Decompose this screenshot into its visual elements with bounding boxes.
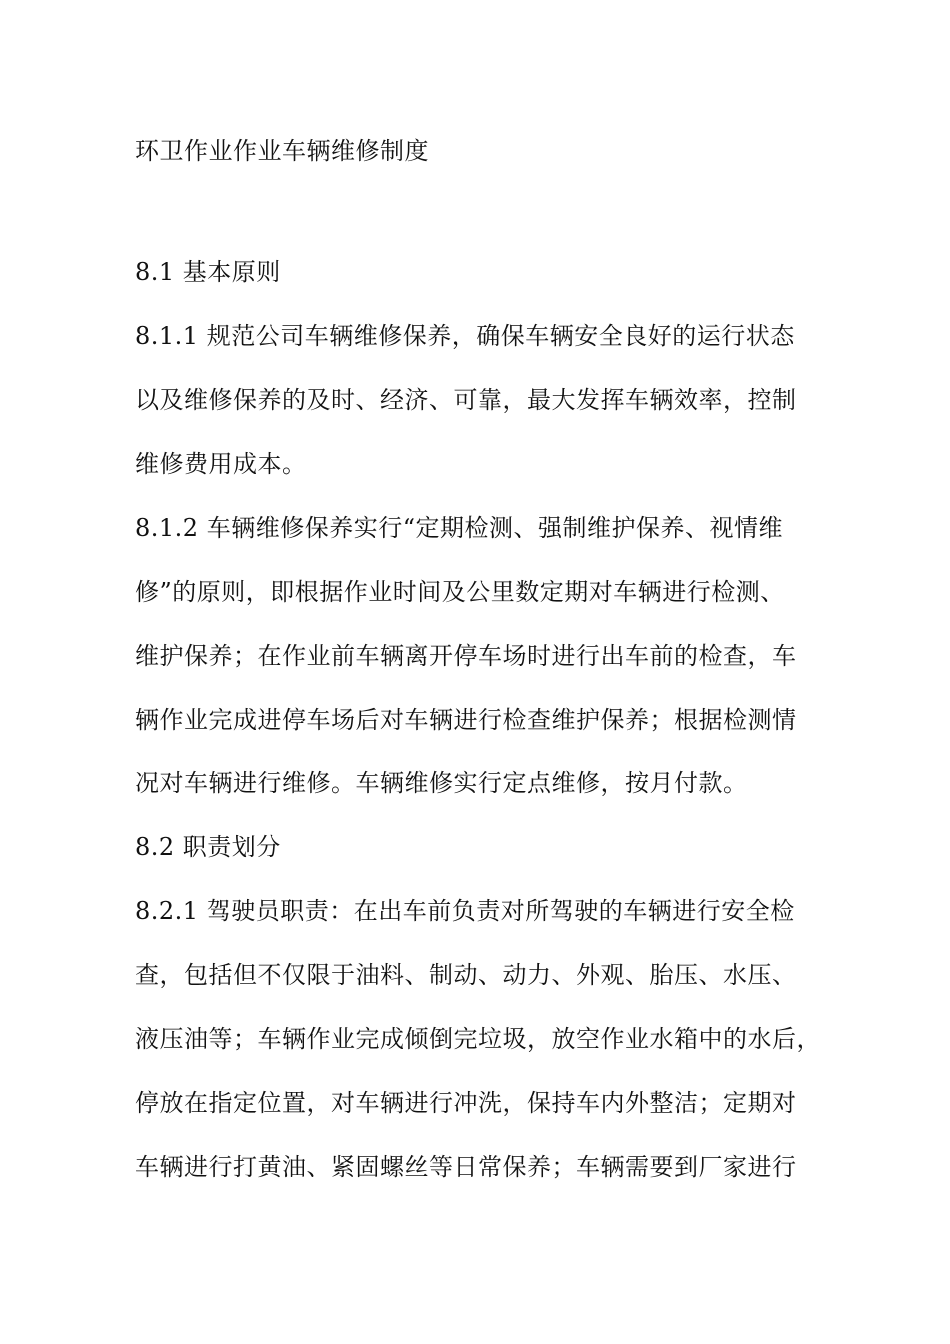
paragraph-line: 8.1.2 车辆维修保养实行“定期检测、强制维护保养、视情维	[135, 514, 783, 542]
paragraph-line: 8.2.1 驾驶员职责：在出车前负责对所驾驶的车辆进行安全检	[135, 897, 795, 925]
paragraph-line: 8.1.1 规范公司车辆维修保养，确保车辆安全良好的运行状态	[135, 322, 795, 350]
paragraph-line: 液压油等；车辆作业完成倾倒完垃圾，放空作业水箱中的水后，	[135, 1025, 821, 1053]
paragraph-line: 查，包括但不仅限于油料、制动、动力、外观、胎压、水压、	[135, 961, 797, 989]
section-heading-8-2: 8.2 职责划分	[135, 833, 281, 861]
paragraph-line: 车辆进行打黄油、紧固螺丝等日常保养；车辆需要到厂家进行	[135, 1153, 797, 1181]
paragraph-line: 维护保养；在作业前车辆离开停车场时进行出车前的检查，车	[135, 642, 797, 670]
section-heading-8-1: 8.1 基本原则	[135, 258, 281, 286]
paragraph-line: 修”的原则，即根据作业时间及公里数定期对车辆进行检测、	[135, 578, 785, 606]
paragraph-line: 况对车辆进行维修。车辆维修实行定点维修，按月付款。	[135, 769, 748, 797]
paragraph-line: 辆作业完成进停车场后对车辆进行检查维护保养；根据检测情	[135, 706, 797, 734]
paragraph-line: 停放在指定位置，对车辆进行冲洗，保持车内外整洁；定期对	[135, 1089, 797, 1117]
paragraph-line: 维修费用成本。	[135, 450, 307, 478]
document-title: 环卫作业作业车辆维修制度	[135, 137, 429, 165]
paragraph-line: 以及维修保养的及时、经济、可靠，最大发挥车辆效率，控制	[135, 386, 797, 414]
